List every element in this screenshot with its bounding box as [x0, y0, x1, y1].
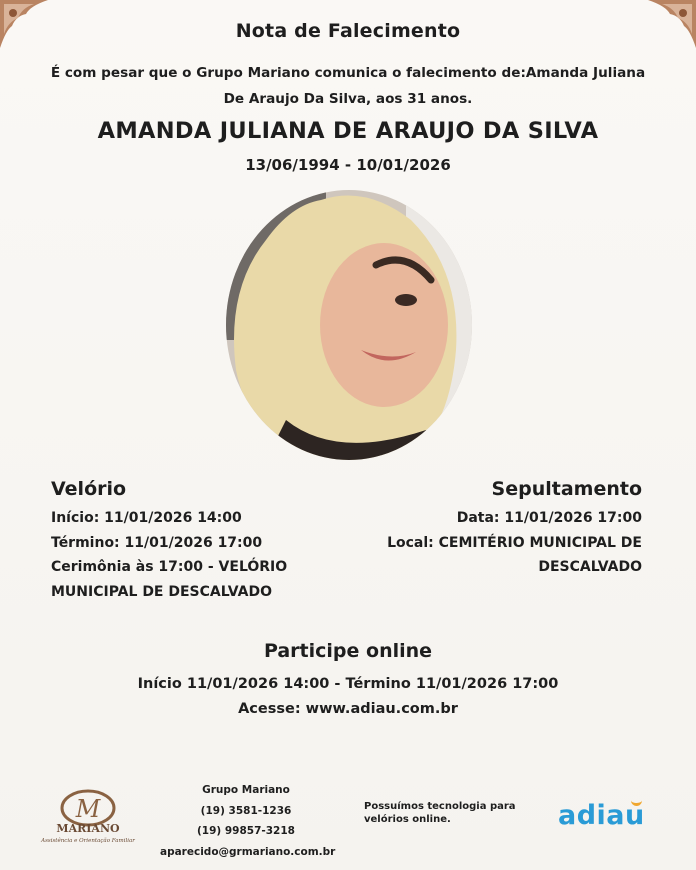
- contact-info: [160, 780, 336, 862]
- mariano-logo-tagline: Assistência e Orientação Familiar: [41, 838, 135, 844]
- sepultamento-line: DESCALVADO: [538, 559, 642, 575]
- adiau-logo-text: adiau: [558, 800, 645, 831]
- contact-email[interactable]: aparecido@grmariano.com.br: [160, 845, 336, 858]
- sepultamento-section: [322, 478, 642, 580]
- contact-company: Grupo Mariano: [202, 784, 290, 796]
- online-access-link[interactable]: Acesse: www.adiau.com.br: [238, 701, 458, 717]
- deceased-name: AMANDA JULIANA DE ARAUJO DA SILVA: [97, 118, 599, 144]
- sepultamento-heading: Sepultamento: [491, 478, 642, 500]
- announcement-line-1: É com pesar que o Grupo Mariano comunica o falecimento de:Amanda Juliana: [50, 65, 646, 81]
- velorio-line: Início: 11/01/2026 14:00: [51, 510, 242, 526]
- online-schedule: Início 11/01/2026 14:00 - Término 11/01/2026 17:00: [137, 676, 559, 692]
- portrait-photo: [226, 190, 472, 460]
- sepultamento-line: Local: CEMITÉRIO MUNICIPAL DE: [387, 534, 642, 551]
- page-title: Nota de Falecimento: [235, 20, 461, 42]
- velorio-line: Término: 11/01/2026 17:00: [51, 534, 263, 551]
- life-dates: 13/06/1994 - 10/01/2026: [245, 156, 451, 174]
- announcement-text: [20, 60, 676, 112]
- mariano-logo-icon: [36, 786, 140, 844]
- online-section: [0, 640, 696, 722]
- mariano-logo-text: MARIANO: [56, 822, 120, 835]
- tech-note: [364, 800, 524, 826]
- announcement-line-2: De Araujo Da Silva, aos 31 anos.: [223, 91, 473, 107]
- online-heading: Participe online: [263, 640, 433, 662]
- velorio-line: MUNICIPAL DE DESCALVADO: [51, 583, 272, 600]
- velorio-heading: Velório: [51, 478, 127, 500]
- sepultamento-line: Data: 11/01/2026 17:00: [456, 510, 642, 526]
- velorio-line: Cerimônia às 17:00 - VELÓRIO: [51, 559, 288, 575]
- velorio-section: [51, 478, 351, 604]
- svg-text:M: M: [75, 795, 101, 823]
- tech-note-line-2: velórios online.: [364, 814, 451, 825]
- contact-phone[interactable]: (19) 99857-3218: [197, 825, 295, 837]
- contact-phone[interactable]: (19) 3581-1236: [200, 804, 292, 817]
- tech-note-line-1: Possuímos tecnologia para: [364, 801, 516, 812]
- adiau-logo-icon: [558, 800, 645, 831]
